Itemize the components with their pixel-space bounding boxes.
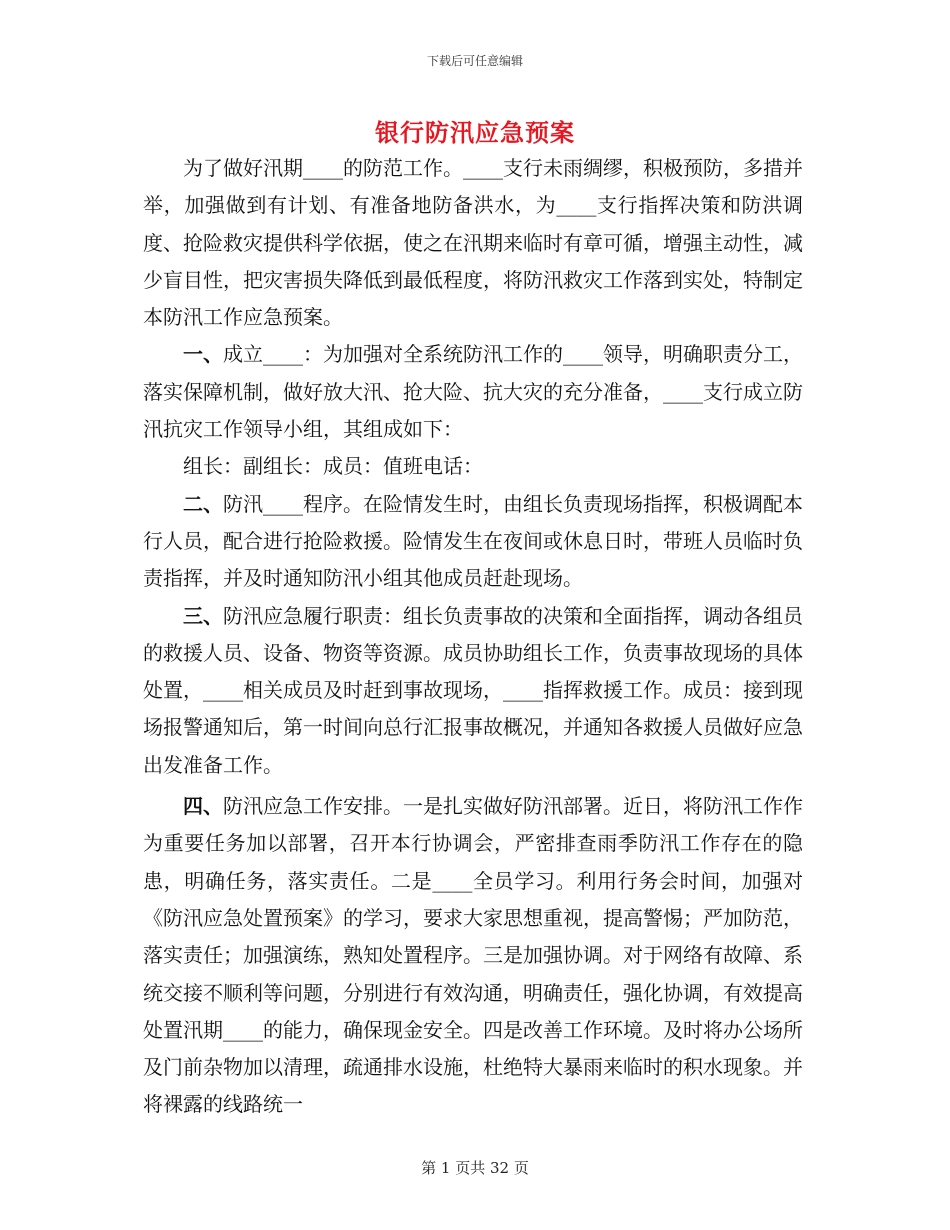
paragraph-section-3 [143, 598, 803, 784]
paragraph-text: 组长：副组长：成员：值班电话： [183, 454, 483, 479]
paragraph-section-4 [143, 788, 803, 1124]
paragraph-intro [143, 150, 803, 336]
page-header-note: 下载后可任意编辑 [426, 54, 523, 68]
paragraph-text: 成立____：为加强对全系统防汛工作的____领导，明确职责分工，落实保障机制，做好放大汛、抢大险、抗大灾的充分准备，____支行成立防汛抗灾工作领导小组，其组成如下： [143, 342, 803, 442]
paragraph-section-2 [143, 486, 803, 598]
paragraph-text: 防汛应急工作安排。一是扎实做好防汛部署。近日，将防汛工作作为重要任务加以部署，召开本行协调会，严密排查雨季防汛工作存在的隐患，明确任务，落实责任。二是____全员学习。利用行务会时间，加强对《防汛应急处置预案》的学习，要求大家思想重视，提高警惕；严加防范，落实责任；加强演练，熟知处置程序。三是加强协调。对于网络有故障、系统交接不顺利等问题，分别进行有效沟通，明确责任，强化协调，有效提高处置汛期____的能力，确保现金安全。四是改善工作环境。及时将办公场所及门前杂物加以清理，疏通排水设施，杜绝特大暴雨来临时的积水现象。并将裸露的线路统一 [143, 794, 803, 1117]
page-number: 第 1 页共 32 页 [421, 1159, 529, 1177]
section-2-heading: 二、 [183, 491, 223, 516]
section-4-heading: 四、 [183, 794, 223, 819]
paragraph-text: 防汛应急履行职责：组长负责事故的决策和全面指挥，调动各组员的救援人员、设备、物资等资源。成员协助组长工作，负责事故现场的具体处置，____相关成员及时赶到事故现场，____指挥救援工作。成员：接到现场报警通知后，第一时间向总行汇报事故概况，并通知各救援人员做好应急出发准备工作。 [143, 603, 803, 777]
section-3-heading: 三、 [183, 603, 223, 628]
paragraph-text: 为了做好汛期____的防范工作。____支行未雨绸缪，积极预防，多措并举，加强做到有计划、有准备地防备洪水，为____支行指挥决策和防洪调度、抢险救灾提供科学依据，使之在汛期来临时有章可循，增强主动性，减少盲目性，把灾害损失降低到最低程度，将防汛救灾工作落到实处，特制定本防汛工作应急预案。 [143, 156, 803, 330]
paragraph-team-roster [143, 448, 803, 485]
document-body [143, 150, 803, 1124]
paragraph-text: 防汛____程序。在险情发生时，由组长负责现场指挥，积极调配本行人员，配合进行抢险救援。险情发生在夜间或休息日时，带班人员临时负责指挥，并及时通知防汛小组其他成员赶赴现场。 [143, 491, 803, 591]
section-1-heading: 一、 [183, 342, 223, 367]
document-title: 银行防汛应急预案 [375, 118, 575, 147]
paragraph-section-1 [143, 336, 803, 448]
